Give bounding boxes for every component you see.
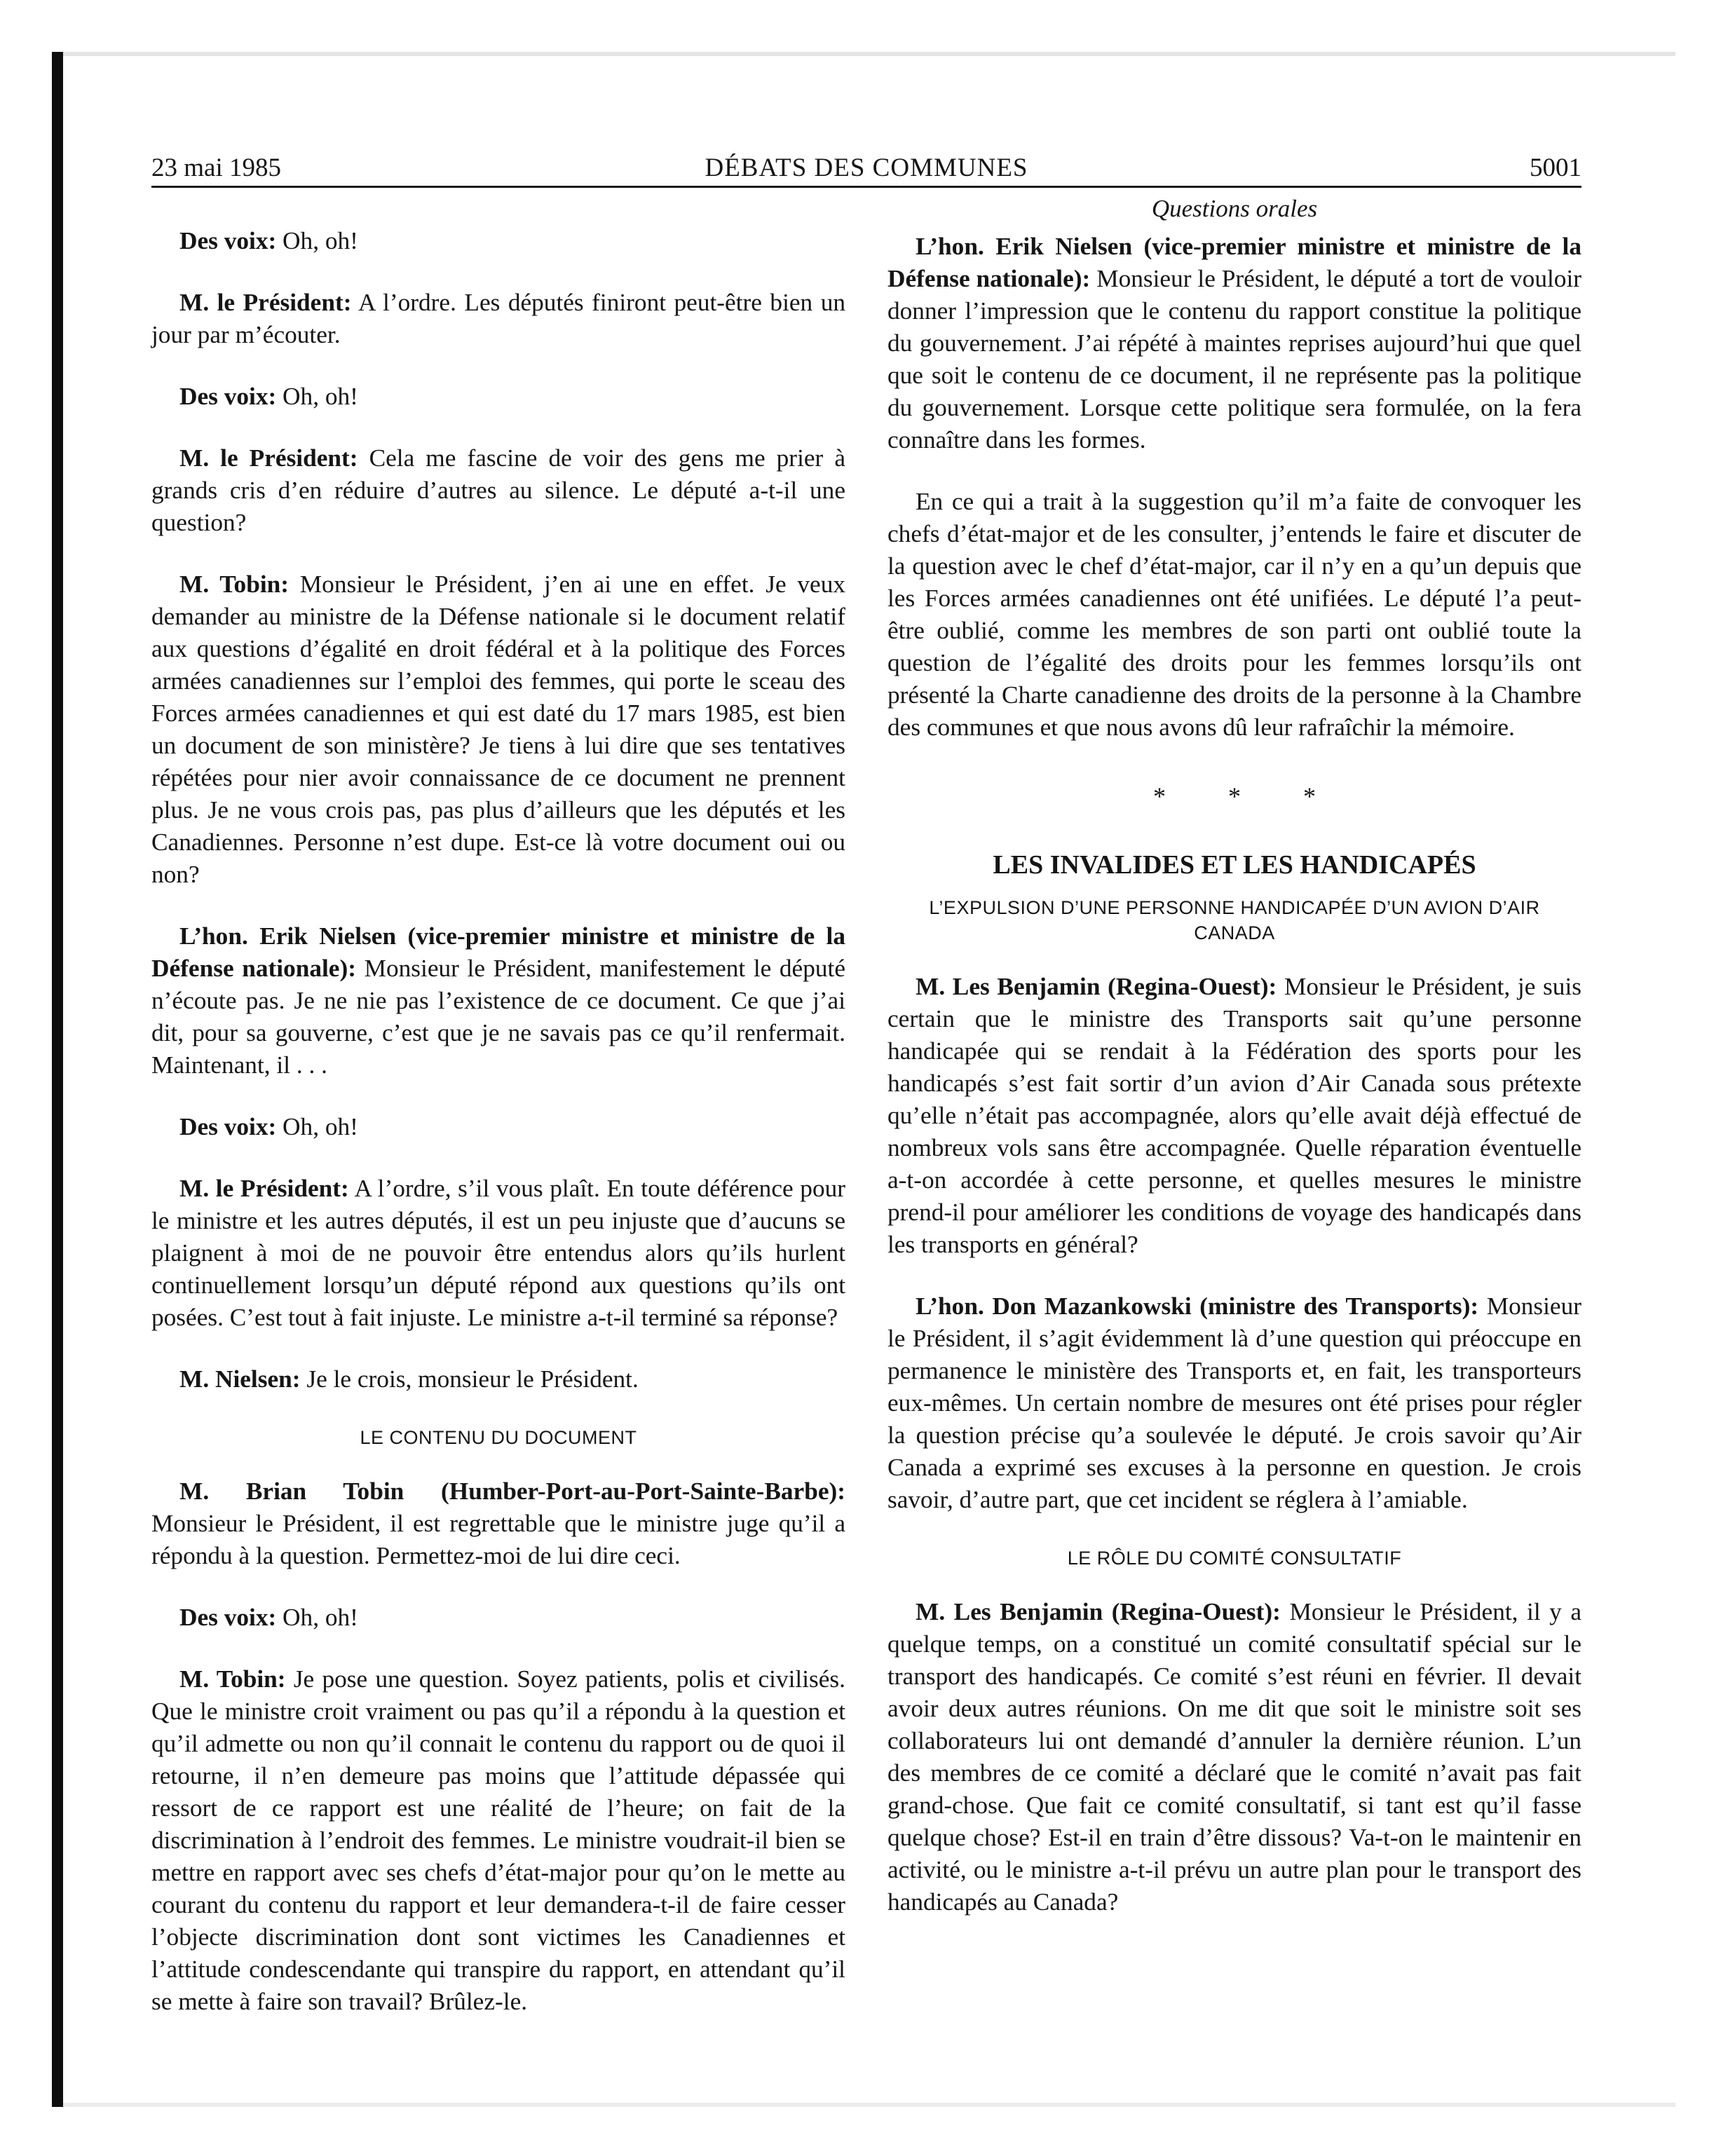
paragraph bbox=[151, 225, 845, 257]
header-page-number: 5001 bbox=[1530, 153, 1581, 182]
right-paragraphs-1 bbox=[887, 231, 1581, 744]
paragraph bbox=[151, 1173, 845, 1334]
paragraph bbox=[887, 231, 1581, 456]
scan-bottom-edge bbox=[63, 2103, 1675, 2107]
paragraph-text: Monsieur le Président, j’en ai une en effet. Je veux demander au ministre de la Défense nationale si le document relatif aux questions d’égalité en droit fédéral et à la politique des Forces armées canadiennes sur l’emploi des femmes, qui porte le sceau des Forces armées canadiennes et qui est daté du 17 mars 1985, est bien un document de son ministère? Je tiens à lui dire que ses tentatives répétées pour nier avoir connaissance de ce document ne prennent plus. Je ne vous crois pas, pas plus d’ailleurs que les députés et les Canadiennes. Personne n’est dupe. Est-ce là votre document oui ou non? bbox=[151, 571, 845, 888]
paragraph-text: Monsieur le Président, je suis certain que le ministre des Transports sait qu’une personne handicapée qui se rendait à la Fédération des sports pour les handicapés s’est fait sortir d’un avion d’Air Canada sous prétexte qu’elle n’était pas accompagnée, alors qu’elle avait déjà effectué de nombreux vols sans être accompagnée. Quelle réparation éventuelle a-t-on accordée à cette personne, et quelles mesures le ministre prend-il pour améliorer les conditions de voyage des handicapés dans les transports en général? bbox=[887, 973, 1581, 1258]
paragraph bbox=[887, 1596, 1581, 1918]
paragraph bbox=[151, 920, 845, 1082]
speaker-name: M. Tobin: bbox=[179, 571, 290, 598]
speaker-name: M. le Président: bbox=[179, 444, 358, 472]
paragraph bbox=[887, 1290, 1581, 1516]
paragraph-text: Monsieur le Président, il y a quelque temps, on a constitué un comité consultatif spécial sur le transport des handicapés. Ce comité s’est réuni en février. Il devait avoir deux autres réunions. On me dit que soit le ministre soit ses collaborateurs lui ont demandé d’annuler la dernière réunion. L’un des membres de ce comité a déclaré que le comité n’avait pas fait grand-chose. Que fait ce comité consultatif, si tant est qu’il fasse quelque chose? Est-il en train d’être dissous? Va-t-on le maintenir en activité, ou le ministre a-t-il prévu un autre plan pour le transport des handicapés au Canada? bbox=[887, 1598, 1581, 1916]
speaker-name: Des voix: bbox=[179, 383, 277, 410]
paragraph-text: Monsieur le Président, il s’agit évidemment là d’une question qui préoccupe en permanence le ministère des Transports et, en fait, les transporteurs eux-mêmes. Un certain nombre de mesures ont été prises pour régler la question précise qu’a soulevée le député. Je crois savoir qu’Air Canada a exprimé ses excuses à la personne en question. Je crois savoir, d’autre part, que cet incident se réglera à l’amiable. bbox=[887, 1292, 1581, 1513]
section-label: Questions orales bbox=[1151, 195, 1318, 222]
scan-top-edge bbox=[63, 52, 1675, 56]
speaker-name: M. Nielsen: bbox=[179, 1365, 301, 1393]
paragraph bbox=[151, 381, 845, 413]
paragraph-text: Je le crois, monsieur le Président. bbox=[300, 1365, 639, 1393]
paragraph-text: Je pose une question. Soyez patients, polis et civilisés. Que le ministre croit vraiment ou pas qu’il a répondu à la question et qu’il admette ou non qu’il connait le contenu du rapport ou de quoi il retourne, il n’en demeure pas moins que l’attitude dépassée qui ressort de ce rapport est une réalité de l’heure; on fait de la discrimination à l’endroit des femmes. Le ministre voudrait-il bien se mettre en rapport avec ses chefs d’état-major pour qu’on le mette au courant du contenu du rapport et leur demandera-t-il de faire cesser l’objecte discrimination dont sont victimes les Canadiennes et l’attitude condescendante qui transpire du rapport, en attendant qu’il se mette à faire son travail? Brûlez-le. bbox=[151, 1665, 845, 2015]
paragraph-text: En ce qui a trait à la suggestion qu’il m’a faite de convoquer les chefs d’état-major et de les consulter, j’entends le faire et discuter de la question avec le chef d’état-major, car il n’y en a qu’un depuis que les Forces armées canadiennes ont été unifiées. Le député l’a peut-être oublié, comme les membres de son parti ont oublié toute la question de l’égalité des droits pour les femmes lorsqu’ils ont présenté la Charte canadienne des droits de la personne à la Chambre des communes et que nous avons dû leur rafraîchir la mémoire. bbox=[887, 488, 1581, 741]
subhead-contenu-document: LE CONTENU DU DOCUMENT bbox=[360, 1427, 637, 1448]
speaker-name: M. Les Benjamin (Regina-Ouest): bbox=[916, 973, 1277, 1000]
speaker-name: L’hon. Erik Nielsen (vice-premier ministre et ministre de la Défense nationale): bbox=[887, 233, 1581, 292]
left-paragraphs-1 bbox=[151, 225, 845, 1396]
left-column bbox=[151, 193, 845, 2047]
section-separator-stars: * * * bbox=[1153, 782, 1344, 810]
left-top-spacer bbox=[151, 193, 845, 225]
paragraph-text: Oh, oh! bbox=[276, 227, 358, 254]
right-paragraphs-2 bbox=[887, 971, 1581, 1516]
speaker-name: M. Les Benjamin (Regina-Ouest): bbox=[916, 1598, 1281, 1625]
scan-edge bbox=[52, 52, 63, 2107]
header-title: DÉBATS DES COMMUNES bbox=[705, 153, 1028, 182]
section-heading: LES INVALIDES ET LES HANDICAPÉS bbox=[993, 850, 1476, 880]
paragraph bbox=[887, 486, 1581, 744]
right-column bbox=[887, 193, 1581, 1948]
paragraph-text: Oh, oh! bbox=[276, 1604, 358, 1631]
header-date: 23 mai 1985 bbox=[151, 153, 281, 182]
speaker-name: M. le Président: bbox=[179, 1175, 349, 1202]
speaker-name: M. Brian Tobin (Humber-Port-au-Port-Sainte-Barbe): bbox=[179, 1478, 845, 1505]
paragraph bbox=[151, 1475, 845, 1572]
speaker-name: L’hon. Erik Nielsen (vice-premier ministre et ministre de la Défense nationale): bbox=[151, 922, 845, 982]
paragraph bbox=[151, 1602, 845, 1634]
paragraph-text: Cela me fascine de voir des gens me prier à grands cris d’en réduire d’autres au silence. Le député a-t-il une question? bbox=[151, 444, 845, 536]
speaker-name: Des voix: bbox=[179, 1113, 277, 1140]
paragraph bbox=[151, 568, 845, 891]
paragraph-text: Oh, oh! bbox=[276, 383, 358, 410]
speaker-name: M. le Président: bbox=[179, 289, 352, 316]
running-head bbox=[151, 151, 1581, 188]
paragraph bbox=[151, 287, 845, 351]
paragraph bbox=[151, 442, 845, 539]
left-paragraphs-2 bbox=[151, 1475, 845, 2018]
paragraph-text: Monsieur le Président, manifestement le député n’écoute pas. Je ne nie pas l’existence de ce document. Ce que j’ai dit, pour sa gouverne, c’est que je ne savais pas ce qu’il renfermait. Maintenant, il . . . bbox=[151, 955, 845, 1079]
paragraph bbox=[887, 971, 1581, 1261]
paragraph-text: A l’ordre, s’il vous plaît. En toute déférence pour le ministre et les autres députés, il est un peu injuste que d’aucuns se plaignent à moi de ne pouvoir être entendus alors qu’ils hurlent continuellement lorsqu’un député répond aux questions qu’ils ont posées. C’est tout à fait injuste. Le ministre a-t-il terminé sa réponse? bbox=[151, 1175, 845, 1331]
paragraph bbox=[151, 1663, 845, 2018]
subhead-expulsion: L’EXPULSION D’UNE PERSONNE HANDICAPÉE D’UN AVION D’AIR CANADA bbox=[929, 897, 1540, 943]
paragraph bbox=[151, 1111, 845, 1143]
speaker-name: L’hon. Don Mazankowski (ministre des Transports): bbox=[916, 1292, 1479, 1320]
speaker-name: Des voix: bbox=[179, 1604, 277, 1631]
paragraph-text: Oh, oh! bbox=[276, 1113, 358, 1140]
speaker-name: Des voix: bbox=[179, 227, 277, 254]
paragraph-text: Monsieur le Président, il est regrettable que le ministre juge qu’il a répondu à la question. Permettez-moi de lui dire ceci. bbox=[151, 1510, 845, 1569]
right-paragraphs-3 bbox=[887, 1596, 1581, 1918]
paragraph bbox=[151, 1363, 845, 1396]
document-page bbox=[151, 151, 1581, 2085]
paragraph-text: A l’ordre. Les députés finiront peut-être bien un jour par m’écouter. bbox=[151, 289, 845, 348]
speaker-name: M. Tobin: bbox=[179, 1665, 286, 1693]
subhead-role-comite: LE RÔLE DU COMITÉ CONSULTATIF bbox=[1067, 1548, 1402, 1569]
paragraph-text: Monsieur le Président, le député a tort de vouloir donner l’impression que le contenu du rapport constitue la politique du gouvernement. J’ai répété à maintes reprises aujourd’hui que quel que soit le contenu de ce document, il ne représente pas la politique du gouvernement. Lorsque cette politique sera formulée, on la fera connaître dans les formes. bbox=[887, 265, 1581, 453]
